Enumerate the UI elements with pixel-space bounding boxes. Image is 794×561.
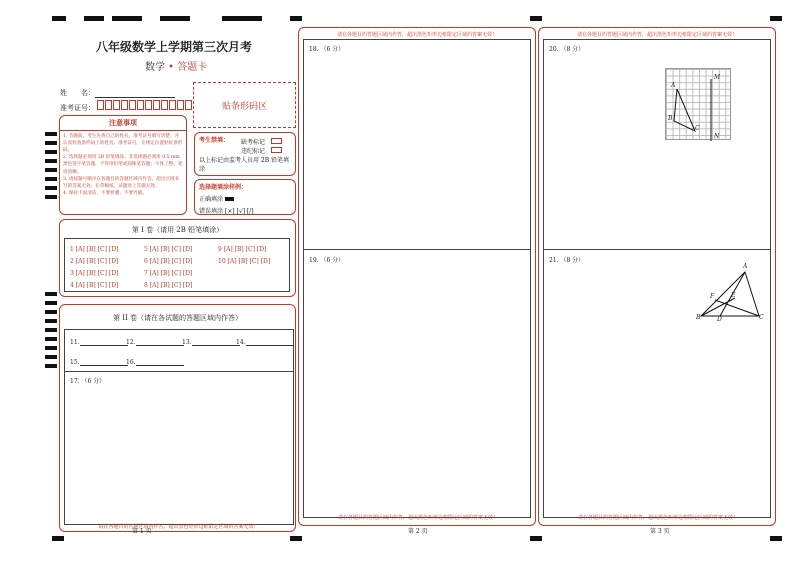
id-field[interactable] [60, 100, 193, 113]
notice-title: 注意事项 [60, 116, 186, 131]
page3-box [538, 27, 776, 526]
warning-text: 请在各题目的答题区域内作答，超出黑色矩形边框限定区域的答案无效！ [577, 515, 738, 521]
label-m: M [714, 74, 721, 81]
barcode-area [193, 82, 296, 128]
page-number: 第 2 页 [408, 528, 428, 535]
warning-text: 请在各题目的答题区域内作答，超出黑色矩形边框限定区域的答案无效！ [337, 515, 498, 521]
label-f: F [710, 293, 715, 300]
choice-q2[interactable]: 2 [A] [B] [C] [D] [70, 258, 119, 265]
choice-q1[interactable]: 1 [A] [B] [C] [D] [70, 246, 119, 253]
exam-title: 八年级数学上学期第三次月考 [96, 40, 253, 54]
side-marks-upper [45, 132, 57, 204]
choice-q9[interactable]: 9 [A] [B] [C] [D] [218, 246, 267, 253]
blank-11[interactable]: 11. [70, 337, 128, 346]
timing-mark [530, 536, 542, 541]
name-label: 姓 名： [60, 89, 95, 97]
fill-sample-title: 选择题填涂样例： [199, 184, 248, 191]
q20-grid-figure [665, 68, 731, 140]
subject-line: 数学 • 答题卡 [145, 62, 208, 73]
label-n: N [714, 133, 720, 140]
timing-mark [52, 16, 66, 21]
label-c: C [695, 125, 700, 132]
subject: 数学 [145, 62, 165, 73]
side-marks-lower [45, 292, 57, 373]
violation-checkbox[interactable] [271, 147, 282, 153]
warning-text: 请在各题目的答题区域内作答，超出黑色矩形边框限定区域的答案无效！ [98, 524, 259, 530]
choice-q4[interactable]: 4 [A] [B] [C] [D] [70, 282, 119, 289]
label-e: E [731, 292, 736, 299]
timing-mark [52, 536, 64, 541]
label-a: A [743, 263, 748, 270]
q17-label: 17. （6 分） [70, 378, 106, 385]
timing-mark [290, 536, 302, 541]
choice-q3[interactable]: 3 [A] [B] [C] [D] [70, 270, 119, 277]
label-b: B [668, 115, 673, 122]
page-number: 第 1 页 [132, 528, 152, 535]
q21-triangle-figure [695, 263, 765, 324]
id-label: 准考证号： [60, 104, 95, 112]
correct-fill-label: 正确填涂 [199, 196, 224, 203]
blank-15[interactable]: 15. [70, 357, 128, 366]
label-b: B [696, 314, 701, 321]
page-number: 第 3 页 [650, 528, 670, 535]
timing-mark [770, 16, 782, 21]
choice-q6[interactable]: 6 [A] [B] [C] [D] [144, 258, 193, 265]
warning-text: 请在各题目的答题区域内作答，超出黑色矩形边框限定区域的答案无效！ [576, 32, 737, 38]
part2-title: 第 II 卷（请在各试题的答题区域内作答） [113, 314, 242, 322]
timing-mark [160, 16, 190, 21]
status-note: 以上标记由监考人员用 2B 铅笔填涂 [199, 157, 290, 173]
notice-item: 4. 保持卡面清洁，不要折叠、不要弄破。 [63, 190, 147, 196]
card-label: 答题卡 [177, 62, 208, 73]
timing-mark [770, 536, 782, 541]
blank-12[interactable]: 12. [126, 337, 184, 346]
choice-q7[interactable]: 7 [A] [B] [C] [D] [144, 270, 193, 277]
timing-mark [530, 16, 542, 21]
q20-label: 20. （8 分） [549, 46, 585, 53]
violation-label: 违纪标记 [241, 148, 266, 155]
blank-16[interactable]: 16. [126, 357, 184, 366]
q19-label: 19. （6 分） [309, 257, 345, 264]
status-box [194, 132, 296, 176]
wrong-fill-label: 错误填涂 [×] [√] [/] [199, 208, 254, 215]
notice-item: 2. 选择题必须用 2B 铅笔填涂；非选择题必须用 0.5 mm 黑色签字笔答题，不得用铅笔或圆珠笔答题；字体工整、笔迹清晰。 [63, 155, 183, 175]
warning-text: 请在各题目的答题区域内作答，超出黑色矩形边框限定区域的答案无效！ [336, 32, 497, 38]
q21-label: 21. （8 分） [549, 257, 585, 264]
timing-mark [84, 16, 104, 21]
correct-fill-mark [225, 197, 234, 201]
part1-title: 第 I 卷（请用 2B 铅笔填涂） [131, 226, 224, 234]
blank-13[interactable]: 13. [182, 337, 240, 346]
name-field[interactable] [60, 88, 175, 98]
barcode-label: 贴条形码区 [221, 101, 267, 112]
choice-q8[interactable]: 8 [A] [B] [C] [D] [144, 282, 193, 289]
absent-label: 缺考标记 [241, 139, 266, 146]
label-c: C [759, 314, 764, 321]
notice-item: 1. 答题前，考生先将自己的姓名，准考证号填写清楚，并认真检查条形码上的姓名、准考证号，在规定位置贴好条形码。 [63, 134, 183, 154]
part2-box [59, 304, 296, 532]
blank-14[interactable]: 14. [236, 337, 294, 346]
absent-checkbox[interactable] [271, 138, 282, 144]
timing-mark [290, 16, 302, 21]
notice-item: 3. 请按题号顺序在各题目的答题区域内作答，超出区域书写的答案无效；在草稿纸、试题卷上答题无效。 [63, 176, 180, 189]
label-d: D [717, 316, 722, 323]
timing-mark [112, 16, 142, 21]
notice-box [59, 115, 187, 215]
page2-box [298, 27, 536, 526]
part1-box [59, 219, 296, 297]
choice-q5[interactable]: 5 [A] [B] [C] [D] [144, 246, 193, 253]
timing-mark [222, 16, 262, 21]
choice-q10[interactable]: 10 [A] [B] [C] [D] [218, 258, 271, 265]
label-a: A [671, 82, 676, 89]
fill-sample-box [194, 179, 296, 215]
q18-label: 18. （6 分） [309, 46, 345, 53]
status-title: 考生禁填： [199, 137, 230, 144]
